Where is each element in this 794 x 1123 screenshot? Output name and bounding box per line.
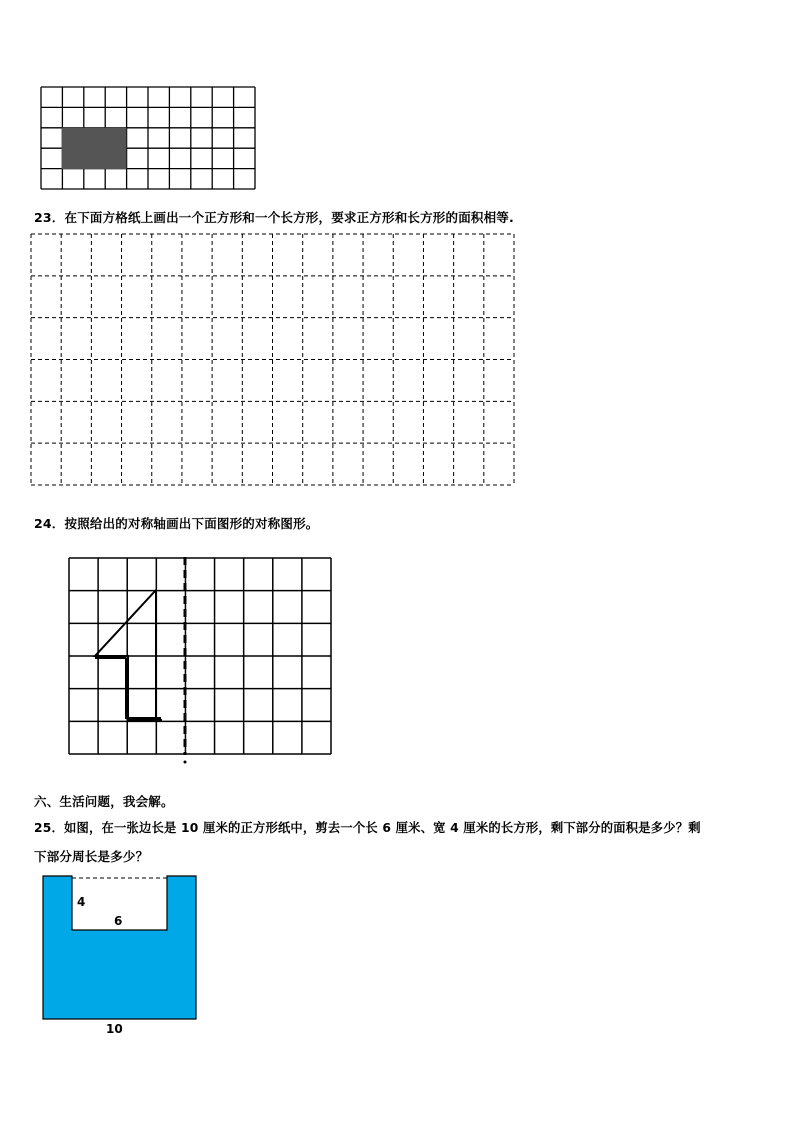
question-25-text-line1: 25．如图，在一张边长是 10 厘米的正方形纸中，剪去一个长 6 厘米、宽 4 厘米的长方形，剩下部分的面积是多少？剩	[34, 821, 701, 835]
label-width-6: 6	[114, 914, 123, 928]
shaded-rectangle	[62, 128, 127, 170]
remaining-paper-shape	[43, 876, 196, 1019]
question-24-text: 24．按照给出的对称轴画出下面图形的对称图形。	[34, 516, 319, 531]
symmetry-grid[interactable]	[68, 557, 332, 767]
label-height-4: 4	[77, 895, 86, 909]
shaded-rectangle-grid	[40, 86, 256, 190]
question-23-text: 23．在下面方格纸上画出一个正方形和一个长方形，要求正方形和长方形的面积相等.	[34, 210, 514, 225]
section-6-heading: 六、生活问题，我会解。	[34, 794, 174, 809]
cut-square-figure	[42, 875, 198, 1039]
dashed-grid-paper[interactable]	[30, 233, 515, 486]
label-side-10: 10	[106, 1022, 123, 1036]
symmetry-axis-end-dot	[184, 761, 187, 764]
given-figure	[95, 590, 162, 720]
question-25-text-line2: 下部分周长是多少？	[34, 849, 149, 864]
